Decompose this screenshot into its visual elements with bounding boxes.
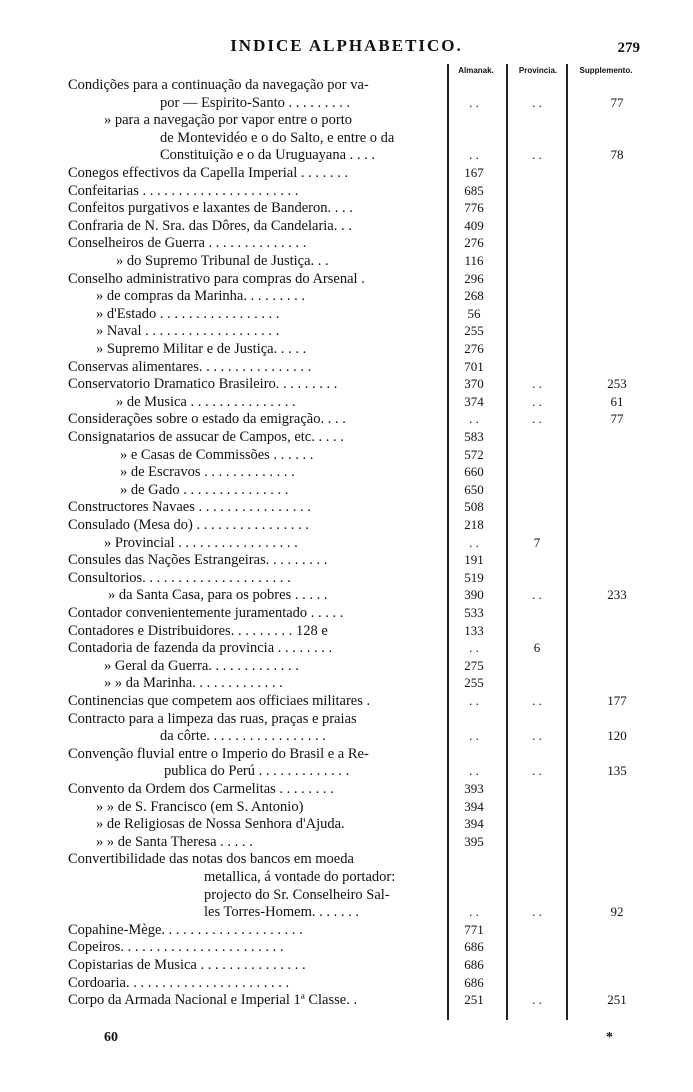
almanak-value: 393 <box>464 781 484 796</box>
index-row <box>0 551 693 569</box>
entry-text: de Montevidéo e o do Salto, e entre o da <box>160 129 395 146</box>
entry-text: Convertibilidade das notas dos bancos em moeda <box>68 851 354 868</box>
index-row <box>0 305 693 323</box>
index-row <box>0 358 693 376</box>
entry-text: Conservatorio Dramatico Brasileiro. . . . . . . . . <box>68 376 338 393</box>
index-row <box>0 182 693 200</box>
entry-text: Conservas alimentares. . . . . . . . . . . . . . . . <box>68 358 312 375</box>
almanak-value: 218 <box>464 517 484 532</box>
almanak-value: 394 <box>464 798 484 814</box>
entry-text: » Provincial . . . . . . . . . . . . . . . . . <box>104 534 298 551</box>
entry-text: Corpo da Armada Nacional e Imperial 1ª Classe. . <box>68 992 358 1009</box>
footer-mark: * <box>606 1030 613 1045</box>
almanak-value: . . <box>469 411 479 427</box>
almanak-value: 572 <box>464 446 484 462</box>
index-row <box>0 498 693 516</box>
column-header-supplemento: Supplemento. <box>579 66 633 75</box>
supplemento-value: 135 <box>607 763 627 779</box>
entry-text: Constituição e o da Uruguayana . . . . <box>160 147 376 164</box>
almanak-value: 133 <box>464 622 484 638</box>
index-row <box>0 340 693 358</box>
index-row <box>0 762 693 780</box>
almanak-value: 508 <box>464 499 484 515</box>
entry-text: » » de Santa Theresa . . . . . <box>96 833 253 850</box>
entry-text: Condições para a continuação da navegação por va- <box>68 77 369 93</box>
entry-text: » de Gado . . . . . . . . . . . . . . . <box>120 481 289 498</box>
index-row <box>0 252 693 270</box>
index-row <box>0 270 693 288</box>
entry-text: Convento da Ordem dos Carmelitas . . . . . . . . <box>68 781 334 797</box>
provincia-value: . . <box>532 587 542 603</box>
index-row <box>0 375 693 393</box>
provincia-value: . . <box>532 94 542 110</box>
index-row <box>0 586 693 604</box>
index-row <box>0 886 693 904</box>
index-row <box>0 674 693 692</box>
index-row <box>0 727 693 745</box>
almanak-value: 583 <box>464 429 484 444</box>
entry-text: Conselheiros de Guerra . . . . . . . . . . . . . . <box>68 235 307 252</box>
index-row <box>0 516 693 534</box>
almanak-value: 276 <box>464 235 484 251</box>
entry-text: » para a navegação por vapor entre o porto <box>104 112 352 129</box>
almanak-value: 686 <box>464 939 484 955</box>
entry-text: Contracto para a limpeza das ruas, praças e praias <box>68 710 357 727</box>
entry-text: » Geral da Guerra. . . . . . . . . . . . . <box>104 657 299 674</box>
almanak-value: 686 <box>464 974 484 990</box>
index-row <box>0 850 693 868</box>
index-row <box>0 868 693 886</box>
entry-text: » Supremo Militar e de Justiça. . . . . <box>96 341 307 357</box>
index-row <box>0 622 693 640</box>
almanak-value: 116 <box>464 253 484 268</box>
entry-text: Confraria de N. Sra. das Dôres, da Candelaria. . . <box>68 217 352 234</box>
index-row <box>0 534 693 552</box>
index-row <box>0 94 693 112</box>
almanak-value: 275 <box>464 657 484 673</box>
almanak-value: . . <box>469 640 479 656</box>
entry-text: » de Musica . . . . . . . . . . . . . . . <box>116 393 296 410</box>
provincia-value: . . <box>532 693 542 708</box>
almanak-value: 776 <box>464 200 484 216</box>
entry-text: Copistarias de Musica . . . . . . . . . . . . . . . <box>68 957 306 973</box>
almanak-value: . . <box>469 763 479 779</box>
page-title: INDICE ALPHABETICO. <box>230 36 463 55</box>
entry-text: Contador convenientemente juramentado . . . . . <box>68 605 344 621</box>
entry-text: Contadoria de fazenda da provincia . . . . . . . . <box>68 640 333 657</box>
entry-text: Consignatarios de assucar de Campos, etc. . . . . <box>68 429 344 445</box>
entry-text: » de Religiosas de Nossa Senhora d'Ajuda. <box>96 816 345 833</box>
index-row <box>0 463 693 481</box>
entry-text: » Naval . . . . . . . . . . . . . . . . . . . <box>96 323 280 340</box>
index-row <box>0 129 693 147</box>
entry-text: Considerações sobre o estado da emigração. . . . <box>68 411 346 428</box>
supplemento-value: 253 <box>607 376 627 392</box>
provincia-value: . . <box>532 763 542 779</box>
entry-text: les Torres-Homem. . . . . . . <box>204 904 359 921</box>
index-row <box>0 217 693 235</box>
index-row <box>0 780 693 798</box>
page-number: 279 <box>617 40 640 56</box>
almanak-value: . . <box>469 728 479 744</box>
index-row <box>0 938 693 956</box>
provincia-value: . . <box>532 728 542 744</box>
column-header-almanak: Almanak. <box>458 66 494 75</box>
almanak-value: . . <box>469 534 479 550</box>
entry-text: » » de S. Francisco (em S. Antonio) <box>96 798 304 815</box>
provincia-value: . . <box>532 411 542 427</box>
supplemento-value: 233 <box>607 587 627 603</box>
almanak-value: 390 <box>464 587 484 603</box>
almanak-value: 255 <box>464 323 484 339</box>
provincia-value: . . <box>532 904 542 920</box>
provincia-value: . . <box>532 992 542 1008</box>
entry-text: Confeitos purgativos e laxantes de Banderon. . . . <box>68 200 353 217</box>
index-row <box>0 393 693 411</box>
almanak-value: 686 <box>464 957 484 972</box>
almanak-value: 276 <box>464 341 484 356</box>
index-row <box>0 76 693 94</box>
index-row <box>0 833 693 851</box>
entry-text: » do Supremo Tribunal de Justiça. . . <box>116 253 329 269</box>
almanak-value: 394 <box>464 816 484 832</box>
entry-text: » » da Marinha. . . . . . . . . . . . . <box>104 675 283 692</box>
index-row <box>0 234 693 252</box>
supplemento-value: 77 <box>610 94 624 110</box>
index-row <box>0 815 693 833</box>
index-row <box>0 428 693 446</box>
entry-text: Continencias que competem aos officiaes militares . <box>68 693 371 709</box>
index-row <box>0 956 693 974</box>
almanak-value: 395 <box>464 833 484 849</box>
index-row <box>0 111 693 129</box>
entry-text: por — Espirito-Santo . . . . . . . . . <box>160 94 351 111</box>
entry-text: metallica, á vontade do portador: <box>204 869 396 885</box>
entry-text: Copeiros. . . . . . . . . . . . . . . . . . . . . . . <box>68 939 284 956</box>
almanak-value: 533 <box>464 605 484 620</box>
entry-text: » da Santa Casa, para os pobres . . . . . <box>108 587 328 604</box>
index-row <box>0 569 693 587</box>
provincia-value: 6 <box>533 640 541 656</box>
index-row <box>0 199 693 217</box>
entry-text: » de compras da Marinha. . . . . . . . . <box>96 288 305 305</box>
entry-text: Contadores e Distribuidores. . . . . . . . . 128 e <box>68 622 328 639</box>
almanak-value: 519 <box>464 569 484 585</box>
almanak-value: 409 <box>464 217 484 233</box>
entry-text: Confeitarias . . . . . . . . . . . . . . . . . . . . . . <box>68 182 299 199</box>
index-row <box>0 639 693 657</box>
almanak-value: 650 <box>464 481 484 497</box>
index-row <box>0 164 693 182</box>
supplemento-value: 120 <box>607 728 627 744</box>
supplemento-value: 78 <box>610 147 624 163</box>
entry-text: » de Escravos . . . . . . . . . . . . . <box>120 464 295 481</box>
supplemento-value: 251 <box>607 992 627 1008</box>
almanak-value: 771 <box>464 921 484 937</box>
entry-text: Consultorios. . . . . . . . . . . . . . . . . . . . . <box>68 569 291 586</box>
almanak-value: 374 <box>464 393 484 409</box>
entry-text: Constructores Navaes . . . . . . . . . . . . . . . . <box>68 499 311 516</box>
almanak-value: 251 <box>464 992 484 1008</box>
index-row <box>0 921 693 939</box>
almanak-value: . . <box>469 904 479 920</box>
index-row <box>0 798 693 816</box>
index-row <box>0 692 693 710</box>
index-row <box>0 710 693 728</box>
supplemento-value: 77 <box>610 411 624 427</box>
provincia-value: . . <box>532 393 542 409</box>
almanak-value: 167 <box>464 165 484 180</box>
entry-text: Conselho administrativo para compras do Arsenal . <box>68 270 365 287</box>
provincia-value: . . <box>532 376 542 392</box>
supplemento-value: 177 <box>607 693 627 708</box>
almanak-value: 685 <box>464 182 484 198</box>
index-row <box>0 410 693 428</box>
almanak-value: 56 <box>467 305 481 321</box>
entry-text: da côrte. . . . . . . . . . . . . . . . . <box>160 728 326 745</box>
almanak-value: . . <box>469 94 479 110</box>
entry-text: Convenção fluvial entre o Imperio do Brasil e a Re- <box>68 745 369 762</box>
index-row <box>0 974 693 992</box>
supplemento-value: 61 <box>610 393 624 409</box>
index-row <box>0 604 693 622</box>
index-row <box>0 322 693 340</box>
entry-text: » d'Estado . . . . . . . . . . . . . . . . . <box>96 305 280 322</box>
almanak-value: . . <box>469 147 479 163</box>
almanak-value: 370 <box>464 376 484 392</box>
entry-text: Consulado (Mesa do) . . . . . . . . . . . . . . . . <box>68 517 309 533</box>
entry-text: Consules das Nações Estrangeiras. . . . . . . . . <box>68 552 328 569</box>
entry-text: Conegos effectivos da Capella Imperial . . . . . . . <box>68 165 348 181</box>
index-row <box>0 657 693 675</box>
almanak-value: 701 <box>464 358 484 374</box>
index-row <box>0 446 693 464</box>
index-row <box>0 745 693 763</box>
provincia-value: . . <box>532 147 542 163</box>
entry-text: Cordoaria. . . . . . . . . . . . . . . . . . . . . . . <box>68 974 290 991</box>
column-header-provincia: Provincia. <box>518 66 558 75</box>
almanak-value: 255 <box>464 675 484 691</box>
index-row <box>0 146 693 164</box>
almanak-value: 268 <box>464 288 484 304</box>
supplemento-value: 92 <box>610 904 624 920</box>
almanak-value: 191 <box>464 552 484 568</box>
index-row <box>0 287 693 305</box>
almanak-value: 296 <box>464 270 484 286</box>
almanak-value: 660 <box>464 464 484 480</box>
entry-text: projecto do Sr. Conselheiro Sal- <box>204 886 390 903</box>
signature-mark: 60 <box>104 1030 118 1045</box>
entry-text: Copahine-Mège. . . . . . . . . . . . . . . . . . . . <box>68 921 303 938</box>
entry-text: publica do Perú . . . . . . . . . . . . . <box>164 763 350 780</box>
provincia-value: 7 <box>533 534 541 550</box>
index-row <box>0 991 693 1009</box>
almanak-value: . . <box>469 693 479 708</box>
index-row <box>0 481 693 499</box>
index-row <box>0 903 693 921</box>
entry-text: » e Casas de Commissões . . . . . . <box>120 446 314 463</box>
